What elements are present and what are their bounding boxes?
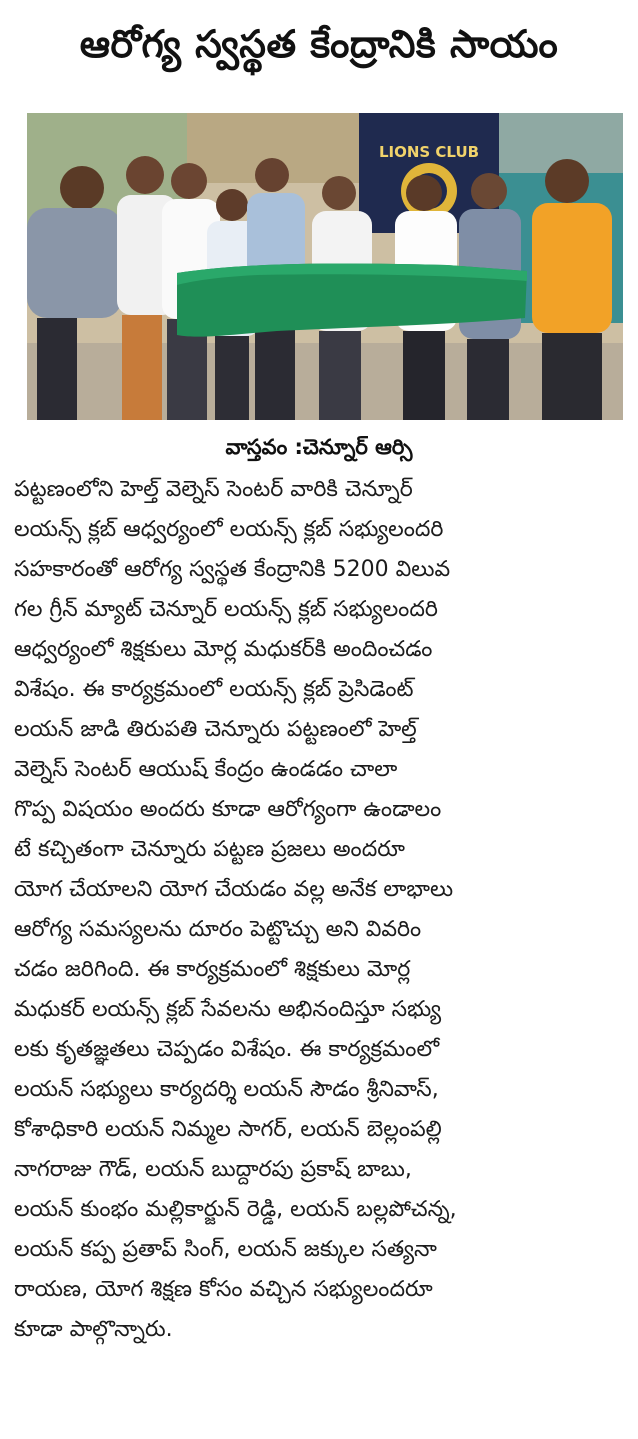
body-line: నాగరాజు గౌడ్, లయన్ బుద్దారపు ప్రకాష్ బాబు, bbox=[14, 1157, 412, 1182]
body-line: మధుకర్ లయన్స్ క్లబ్ సేవలను అభినందిస్తూ సభ్యు bbox=[14, 997, 442, 1022]
body-line: సహకారంతో ఆరోగ్య స్వస్థత కేంద్రానికి 5200 విలువ bbox=[14, 557, 451, 582]
news-photo bbox=[27, 113, 623, 420]
body-line: లయన్ జాడి తిరుపతి చెన్నూరు పట్టణంలో హెల్త్ bbox=[14, 717, 417, 742]
banner-text: LIONS CLUB bbox=[378, 143, 480, 161]
body-line: లయన్ కప్ప ప్రతాప్ సింగ్, లయన్ జక్కుల సత్యనా bbox=[14, 1237, 437, 1262]
body-line: యోగ చేయాలని యోగ చేయడం వల్ల అనేక లాభాలు bbox=[14, 877, 454, 902]
body-line: కోశాధికారి లయన్ నిమ్మల సాగర్, లయన్ బెల్లంపల్లి bbox=[14, 1117, 442, 1142]
body-line: చడం జరిగింది. ఈ కార్యక్రమంలో శిక్షకులు మోర్ల bbox=[14, 957, 411, 982]
body-line: పట్టణంలోని హెల్త్ వెల్నెస్ సెంటర్ వారికి చెన్నూర్ bbox=[14, 477, 413, 502]
body-line: గల గ్రీన్ మ్యాట్ చెన్నూర్ లయన్స్ క్లబ్ సభ్యులందరి bbox=[14, 597, 438, 622]
body-line: రాయణ, యోగ శిక్షణ కోసం వచ్చిన సభ్యులందరూ bbox=[14, 1277, 433, 1302]
body-line: విశేషం. ఈ కార్యక్రమంలో లయన్స్ క్లబ్ ప్రెసిడెంట్ bbox=[14, 677, 414, 702]
body-line: లయన్స్ క్లబ్ ఆధ్వర్యంలో లయన్స్ క్లబ్ సభ్యులందరి bbox=[14, 517, 444, 542]
body-line: లకు కృతజ్ఞతలు చెప్పడం విశేషం. ఈ కార్యక్రమంలో bbox=[14, 1037, 440, 1062]
body-line: గొప్ప విషయం అందరు కూడా ఆరోగ్యంగా ఉండాలం bbox=[14, 797, 442, 822]
body-line: లయన్ కుంభం మల్లికార్జున్ రెడ్డి, లయన్ బల్లపోచన్న, bbox=[14, 1197, 457, 1222]
byline: వాస్తవం :చెన్నూర్ ఆర్సి bbox=[225, 435, 413, 459]
body-line: ఆరోగ్య సమస్యలను దూరం పెట్టొచ్చు అని వివరిం bbox=[14, 917, 422, 942]
body-line: వెల్నెస్ సెంటర్ ఆయుష్ కేంద్రం ఉండడం చాలా bbox=[14, 757, 398, 782]
photo-illustration bbox=[27, 113, 623, 420]
body-line: ఆధ్వర్యంలో శిక్షకులు మోర్ల మధుకర్‌కి అందించడం bbox=[14, 637, 433, 662]
body-line: కూడా పాల్గొన్నారు. bbox=[14, 1317, 173, 1342]
headline: ఆరోగ్య స్వస్థత కేంద్రానికి సాయం bbox=[79, 22, 559, 66]
body-line: లయన్ సభ్యులు కార్యదర్శి లయన్ సౌడం శ్రీనివాస్, bbox=[14, 1077, 439, 1102]
body-line: టే కచ్చితంగా చెన్నూరు పట్టణ ప్రజలు అందరూ bbox=[14, 837, 405, 862]
article-body bbox=[14, 470, 626, 1350]
